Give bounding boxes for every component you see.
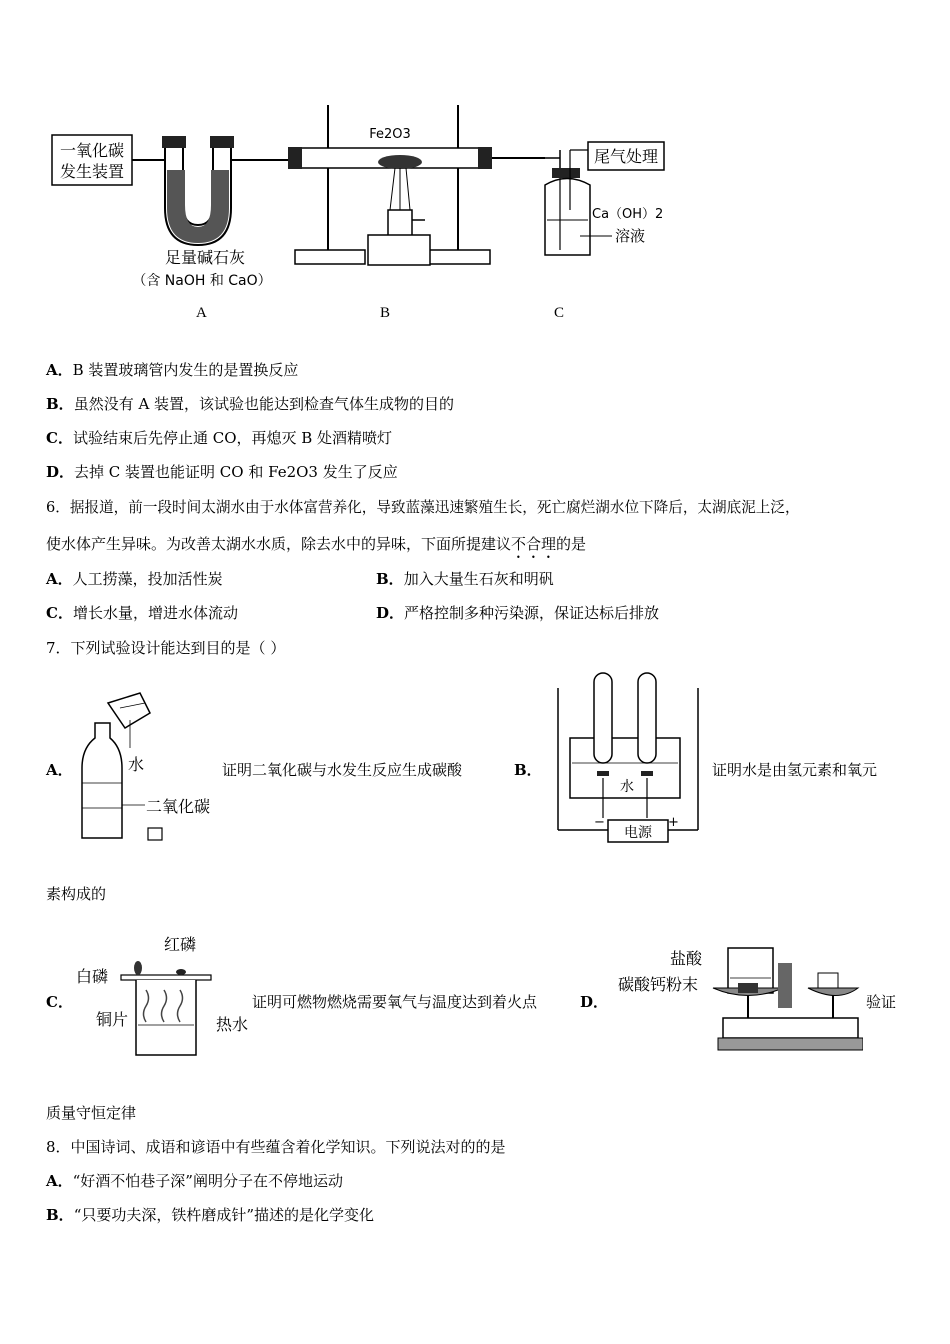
q6-stem-line2	[46, 534, 586, 562]
option-text: 去掉 C 装置也能证明 CO 和 Fe2O3 发生了反应	[74, 463, 398, 481]
soda-lime-note: （含 NaOH 和 CaO）	[132, 273, 272, 289]
option-letter: B．	[46, 1206, 74, 1224]
q7-option-b-letter: B．	[514, 761, 542, 779]
option-text: 严格控制多种污染源，保证达标后排放	[404, 604, 660, 622]
option-letter: A．	[46, 570, 73, 588]
white-phosphorus-label: 白磷	[76, 967, 109, 986]
q7-option-d-letter: D．	[580, 993, 609, 1011]
option-text: 试验结束后先停止通 CO，再熄灭 B 处酒精喷灯	[72, 429, 393, 447]
option-letter: A．	[46, 361, 73, 379]
fe2o3-label: Fe2O3	[369, 127, 411, 142]
option-letter: B．	[46, 395, 74, 413]
tail-gas-label: 尾气处理	[593, 147, 659, 166]
power-label: 电源	[624, 825, 652, 841]
q6-stem-end: 的是	[556, 535, 587, 553]
option-text: “只要功夫深，铁杵磨成针”描述的是化学变化	[73, 1206, 375, 1224]
co2-bottle-figure	[70, 688, 220, 848]
option-text: 虽然没有 A 装置，该试验也能达到检查气体生成物的目的	[73, 395, 455, 413]
q5-option-d	[46, 462, 398, 482]
q5-option-b	[46, 394, 454, 414]
q8-option-b	[46, 1205, 374, 1225]
q8-option-a	[46, 1171, 343, 1191]
caco3-label: 碳酸钙粉末	[618, 975, 699, 994]
option-text: 增长水量，增进水体流动	[72, 604, 238, 622]
hot-water-label: 热水	[216, 1015, 249, 1034]
q7-option-a-text: 证明二氧化碳与水发生反应生成碳酸	[222, 761, 463, 779]
option-letter: B．	[376, 570, 404, 588]
q6-option-b	[376, 569, 554, 589]
q7-option-d-text: 验证	[866, 993, 897, 1011]
q7-option-a-letter: A．	[46, 761, 73, 779]
co-generator-label-2: 发生装置	[59, 162, 125, 181]
q7-option-c-letter: C．	[46, 993, 73, 1011]
q7-stem: 7．下列试验设计能达到目的是（ ）	[46, 639, 286, 657]
water-label: 水	[620, 779, 634, 795]
co2-label: 二氧化碳	[146, 797, 211, 816]
q8-stem: 8．中国诗词、成语和谚语中有些蕴含着化学知识。下列说法对的的是	[46, 1138, 506, 1156]
q6-option-c	[46, 603, 238, 623]
caoh2-label: Ca（OH）2	[592, 207, 664, 222]
option-text: 加入大量生石灰和明矾	[403, 570, 554, 588]
q7-option-d-text-cont: 质量守恒定律	[46, 1104, 137, 1122]
solution-label: 溶液	[615, 227, 646, 245]
figure-label-c: C	[554, 305, 565, 321]
q6-emphasis: 不合理	[511, 535, 557, 553]
option-letter: D．	[376, 604, 405, 622]
balance-figure	[618, 938, 863, 1058]
plus-label: +	[668, 815, 679, 830]
option-letter: C．	[46, 429, 73, 447]
option-letter: A．	[46, 1172, 73, 1190]
q5-option-a	[46, 360, 298, 380]
option-text: B 装置玻璃管内发生的是置换反应	[72, 361, 299, 379]
acid-label: 盐酸	[670, 949, 703, 968]
soda-lime-label: 足量碱石灰	[164, 248, 246, 267]
option-text: “好酒不怕巷子深”阐明分子在不停地运动	[72, 1172, 343, 1190]
minus-label: −	[594, 815, 605, 830]
q6-stem-line1: 6．据报道，前一段时间太湖水由于水体富营养化，导致蓝藻迅速繁殖生长，死亡腐烂湖水位下降后，太湖底泥上泛，	[46, 499, 800, 516]
q5-option-c	[46, 428, 392, 448]
q6-option-d	[376, 603, 659, 623]
option-letter: D．	[46, 463, 75, 481]
q6-stem-text: 使水体产生异味。为改善太湖水水质，除去水中的异味，下面所提建议	[46, 535, 512, 553]
q6-option-a	[46, 569, 223, 589]
combustion-figure	[76, 930, 256, 1060]
figure-label-b: B	[380, 305, 391, 321]
co-reduction-apparatus-figure	[40, 100, 680, 300]
co-generator-label-1: 一氧化碳	[59, 141, 125, 160]
copper-label: 铜片	[96, 1010, 129, 1029]
figure-label-a: A	[196, 305, 207, 321]
red-phosphorus-label: 红磷	[164, 935, 197, 954]
option-text: 人工捞藻，投加活性炭	[72, 570, 223, 588]
q7-option-b-text: 证明水是由氢元素和氧元	[712, 761, 878, 779]
q7-option-c-text: 证明可燃物燃烧需要氧气与温度达到着火点	[252, 993, 538, 1011]
option-letter: C．	[46, 604, 73, 622]
water-label: 水	[128, 755, 145, 774]
q7-option-b-text-cont: 素构成的	[46, 885, 107, 903]
electrolysis-figure	[550, 668, 705, 848]
